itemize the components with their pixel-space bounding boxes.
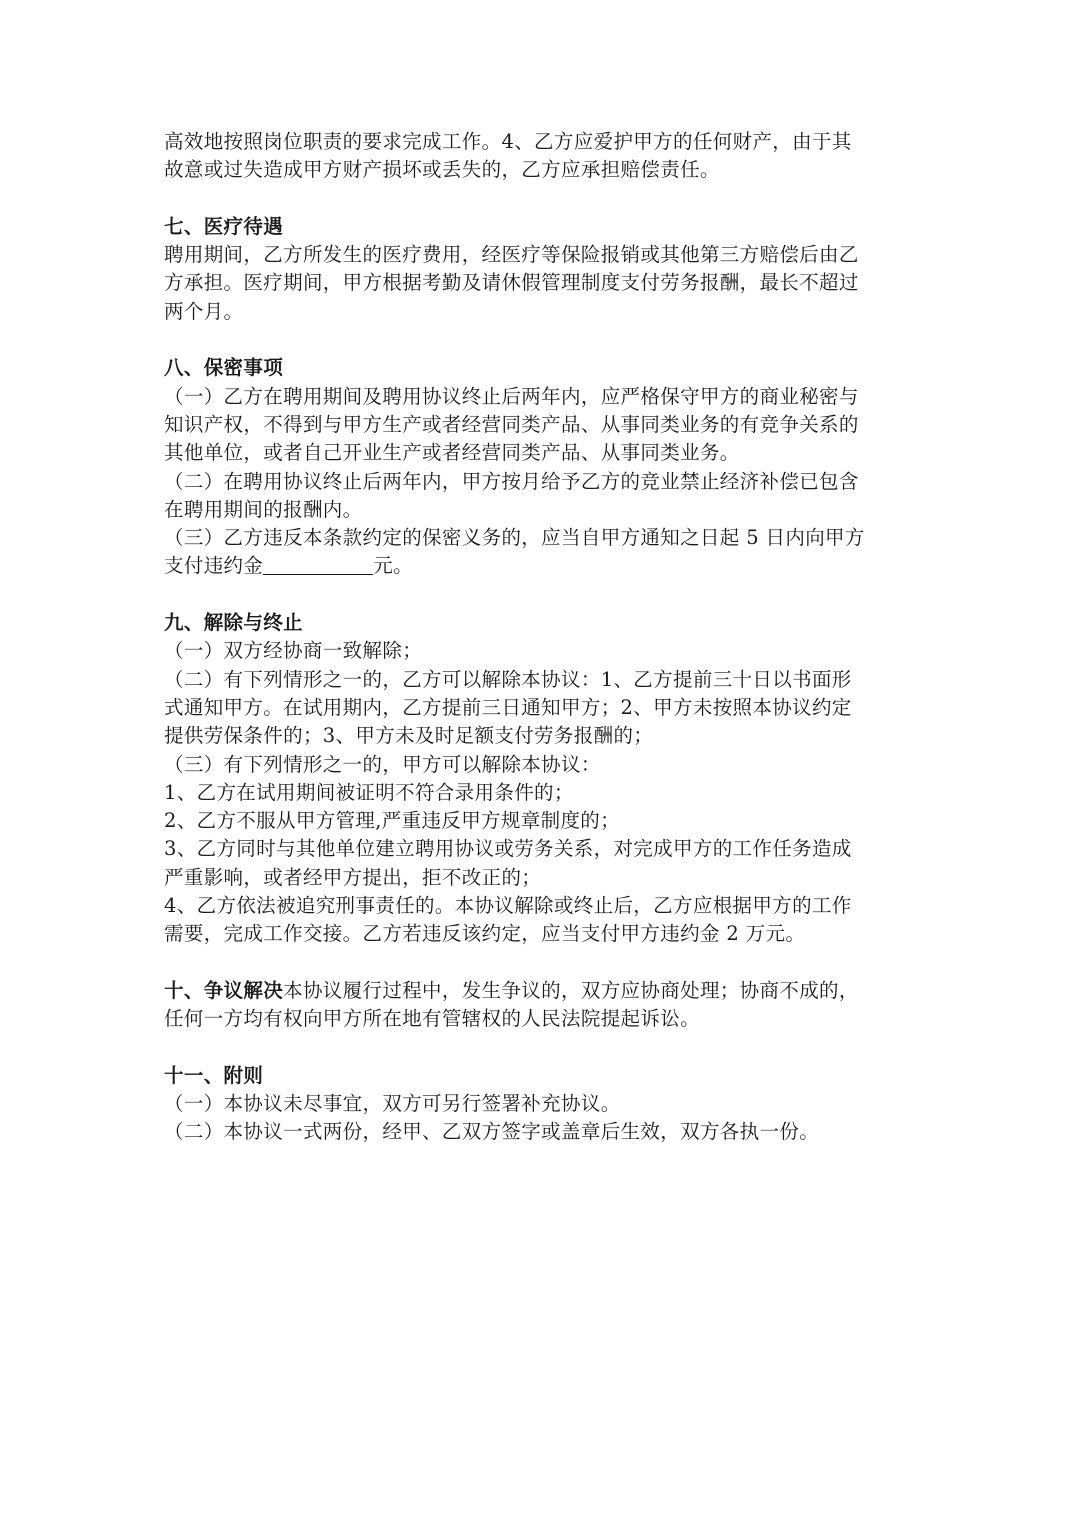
paragraph-gap	[164, 326, 924, 354]
paragraph-line: （三）乙方违反本条款约定的保密义务的，应当自甲方通知之日起 5 日内向甲方	[164, 526, 865, 550]
paragraph-line: 在聘用期间的报酬内。	[164, 497, 363, 521]
paragraph-line: （一）双方经协商一致解除；	[164, 639, 423, 663]
section-heading-appendix: 十一、附则	[164, 1063, 264, 1087]
penalty-line	[164, 552, 924, 580]
dispute-text: 本协议履行过程中，发生争议的，双方应协商处理；协商不成的，	[283, 978, 859, 1002]
dispute-first-line	[164, 977, 924, 1005]
paragraph-line: 1、乙方在试用期间被证明不符合录用条件的；	[164, 780, 574, 804]
section-heading-termination: 九、解除与终止	[164, 611, 303, 635]
paragraph-line: 严重影响，或者经甲方提出，拒不改正的；	[164, 865, 542, 889]
penalty-prefix: 支付违约金	[164, 554, 264, 578]
paragraph-line: 提供劳保条件的；3、甲方未及时足额支付劳务报酬的；	[164, 724, 654, 748]
paragraph-line: 知识产权，不得到与甲方生产或者经营同类产品、从事同类业务的有竞争关系的	[164, 412, 859, 436]
paragraph-line: （三）有下列情形之一的，甲方可以解除本协议：	[164, 752, 601, 776]
paragraph-line: 方承担。医疗期间，甲方根据考勤及请休假管理制度支付劳务报酬，最长不超过	[164, 271, 859, 295]
paragraph-line: 高效地按照岗位职责的要求完成工作。4、乙方应爱护甲方的任何财产，由于其	[164, 130, 852, 153]
paragraph-line: 任何一方均有权向甲方所在地有管辖权的人民法院提起诉讼。	[164, 1007, 700, 1031]
paragraph-line: 故意或过失造成甲方财产损坏或丢失的，乙方应承担赔偿责任。	[164, 158, 720, 182]
paragraph-line: （一）乙方在聘用期间及聘用协议终止后两年内，应严格保守甲方的商业秘密与	[164, 384, 859, 408]
paragraph-line: 式通知甲方。在试用期内，乙方提前三日通知甲方；2、甲方未按照本协议约定	[164, 695, 852, 719]
paragraph-line: 两个月。	[164, 299, 244, 323]
paragraph-gap	[164, 949, 924, 977]
paragraph-line: （二）本协议一式两份，经甲、乙双方签字或盖章后生效，双方各执一份。	[164, 1120, 820, 1144]
paragraph-gap	[164, 1034, 924, 1062]
paragraph-line: 4、乙方依法被追究刑事责任的。本协议解除或终止后，乙方应根据甲方的工作	[164, 894, 852, 918]
paragraph-line: （一）本协议未尽事宜，双方可另行签署补充协议。	[164, 1092, 621, 1116]
penalty-amount-blank	[263, 554, 373, 575]
penalty-suffix: 元。	[373, 554, 413, 578]
paragraph-line: 需要，完成工作交接。乙方若违反该约定，应当支付甲方违约金 2 万元。	[164, 922, 806, 946]
paragraph-gap	[164, 581, 924, 609]
paragraph-gap	[164, 185, 924, 213]
section-heading-dispute: 十、争议解决	[164, 978, 284, 1002]
paragraph-line: 其他单位，或者自己开业生产或者经营同类产品、从事同类业务。	[164, 441, 740, 465]
paragraph-line: （二）有下列情形之一的，乙方可以解除本协议：1、乙方提前三十日以书面形	[164, 667, 852, 691]
section-heading-confidentiality: 八、保密事项	[164, 356, 284, 380]
paragraph-line: 聘用期间，乙方所发生的医疗费用，经医疗等保险报销或其他第三方赔偿后由乙	[164, 243, 859, 267]
paragraph-line: （二）在聘用协议终止后两年内，甲方按月给予乙方的竞业禁止经济补偿已包含	[164, 469, 859, 493]
paragraph-line: 2、乙方不服从甲方管理,严重违反甲方规章制度的；	[164, 809, 621, 833]
section-heading-medical: 七、医疗待遇	[164, 214, 284, 238]
document-page	[164, 128, 924, 1147]
paragraph-line: 3、乙方同时与其他单位建立聘用协议或劳务关系，对完成甲方的工作任务造成	[164, 837, 852, 861]
